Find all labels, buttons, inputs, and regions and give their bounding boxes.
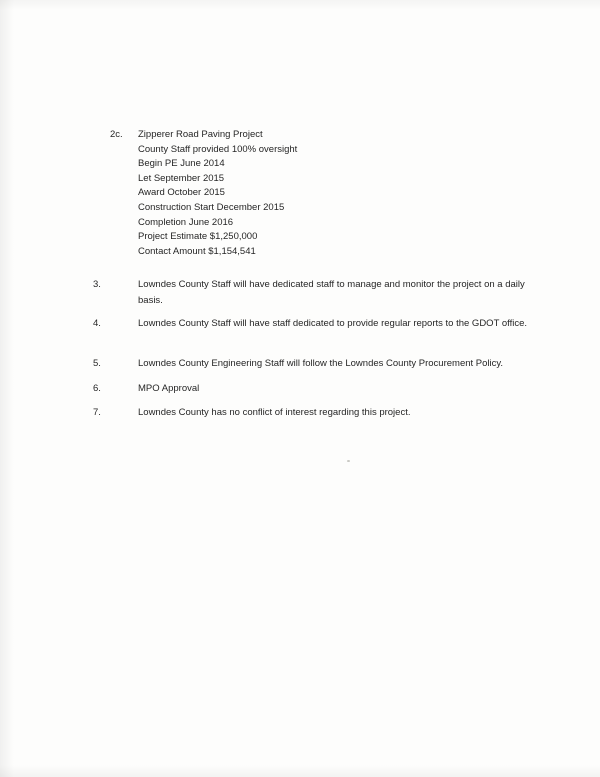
- list-item: [93, 316, 533, 332]
- list-item: [93, 405, 533, 421]
- sub-item-line: Award October 2015: [138, 187, 225, 199]
- list-item: [93, 356, 533, 372]
- list-item: [93, 277, 533, 308]
- sub-item-line: Begin PE June 2014: [138, 158, 225, 170]
- sub-item-lines: [138, 128, 540, 259]
- page-top-shadow: [0, 0, 600, 10]
- list-item-text: Lowndes County Staff will have dedicated staff to manage and monitor the project on a daily basis.: [138, 279, 525, 306]
- list-item: [93, 381, 533, 397]
- list-item-number: 3.: [93, 279, 101, 290]
- list-item-text: MPO Approval: [138, 383, 200, 394]
- sub-item-line: Zipperer Road Paving Project: [138, 129, 263, 140]
- sub-item-2c: [110, 128, 540, 259]
- list-item-number: 4.: [93, 318, 101, 329]
- page-left-shadow: [0, 0, 14, 777]
- sub-item-line: County Staff provided 100% oversight: [138, 143, 298, 155]
- list-item-number: 6.: [93, 383, 101, 394]
- sub-item-line: Let September 2015: [138, 172, 225, 184]
- list-item-text: Lowndes County Engineering Staff will follow the Lowndes County Procurement Policy.: [138, 358, 504, 369]
- scan-speck: [347, 460, 350, 462]
- list-item-number: 5.: [93, 358, 101, 369]
- sub-item-line: Construction Start December 2015: [138, 201, 285, 213]
- list-item-number: 7.: [93, 407, 101, 418]
- list-item-text: Lowndes County has no conflict of interest regarding this project.: [138, 407, 411, 418]
- sub-item-marker: 2c.: [110, 129, 123, 140]
- list-item-text: Lowndes County Staff will have staff dedicated to provide regular reports to the GDOT office.: [138, 318, 528, 329]
- sub-item-line: Contact Amount $1,154,541: [138, 245, 256, 257]
- sub-item-line: Project Estimate $1,250,000: [138, 231, 258, 243]
- sub-item-line: Completion June 2016: [138, 216, 234, 228]
- page-bottom-shadow: [0, 765, 600, 777]
